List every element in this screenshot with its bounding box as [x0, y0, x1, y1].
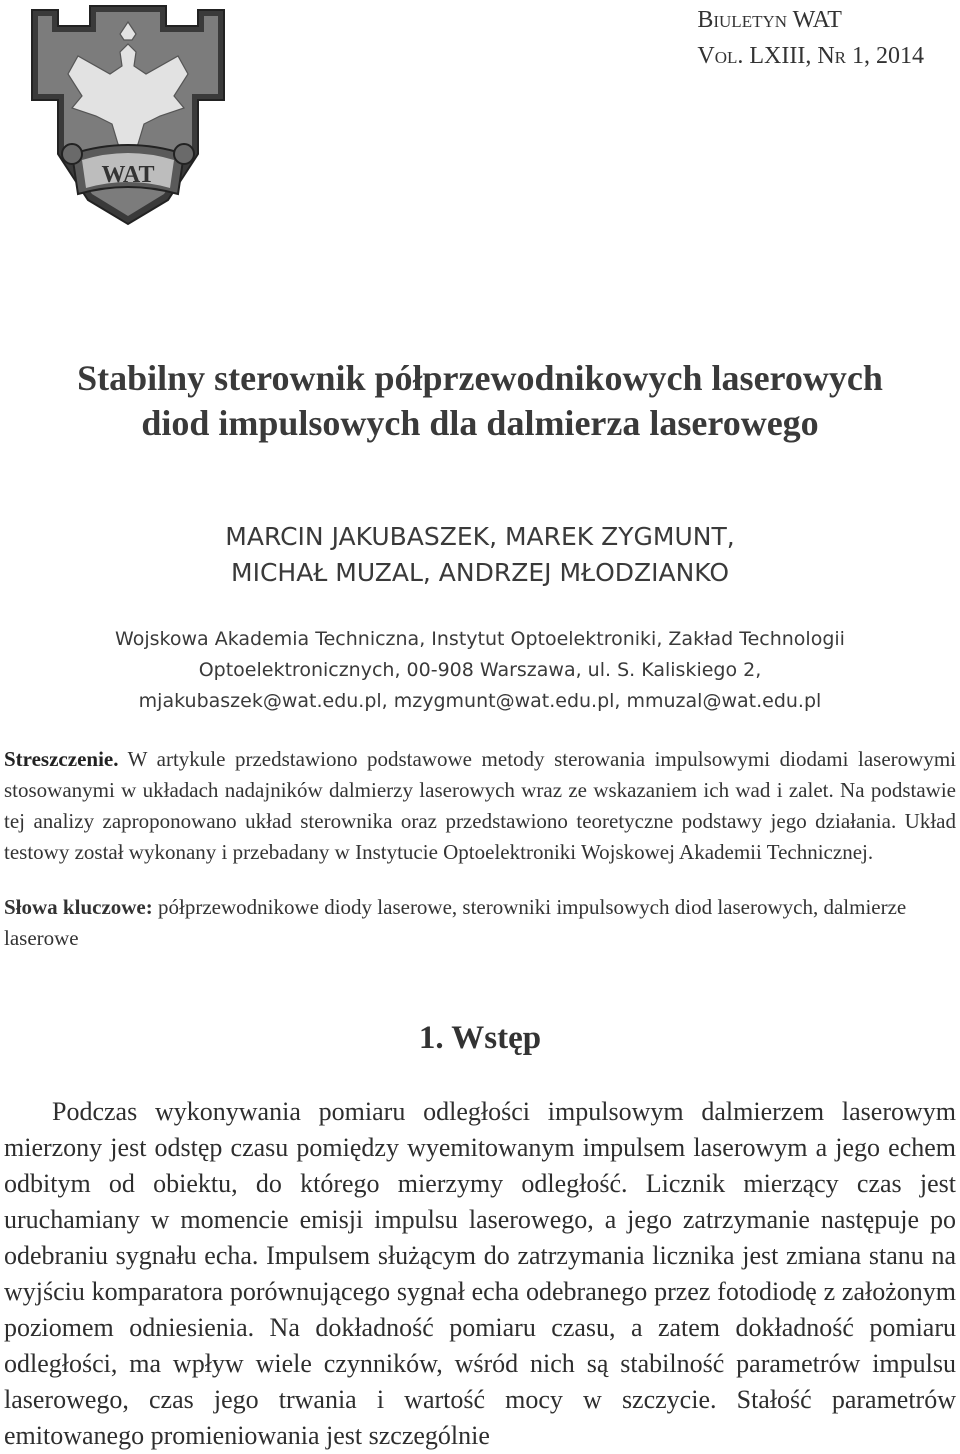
affiliation [0, 624, 960, 717]
journal-header [697, 2, 924, 74]
title-line-1: Stabilny sterownik półprzewodnikowych laserowych [77, 358, 883, 398]
affiliation-emails: mjakubaszek@wat.edu.pl, mzygmunt@wat.edu.pl, mmuzal@wat.edu.pl [138, 690, 822, 712]
abstract [4, 744, 956, 868]
authors [0, 519, 960, 591]
wat-eagle-logo [28, 4, 228, 226]
affiliation-line-1: Wojskowa Akademia Techniczna, Instytut Optoelektroniki, Zakład Technologii [115, 628, 845, 650]
title-line-2: diod impulsowych dla dalmierza laserowego [141, 403, 819, 443]
section-heading: 1. Wstęp [418, 1020, 542, 1056]
abstract-text: W artykule przedstawiono podstawowe metody sterowania impulsowymi diodami laserowymi stosowanymi w układach nadajników dalmierzy laserowych wraz ze wskazaniem ich wad i zalet. Na podstawie tej analizy zaproponowano układ sterownika oraz przedstawiono teoretyczne podstawy jego działania. Układ testowy został wykonany i przebadany w Instytucie Optoelektroniki Wojskowej Akademii Technicznej. [4, 747, 956, 864]
authors-line-2: MICHAŁ MUZAL, ANDRZEJ MŁODZIANKO [231, 558, 729, 587]
body-paragraph: Podczas wykonywania pomiaru odległości impulsowym dalmierzem laserowym mierzony jest odstęp czasu pomiędzy wyemitowanym impulsem laserowym a jego echem odbitym od obiektu, do którego mierzymy odległość. Licznik mierzący czas jest uruchamiany w momencie emisji impulsu laserowego, a jego zatrzymanie następuje po odebraniu sygnału echa. Impulsem służącym do zatrzymania licznika jest zmiana stanu na wyjściu komparatora porównującego sygnał echa odebranego przez fotodiodę z założonym poziomem odniesienia. Na dokładność pomiaru czasu, a zatem dokładność pomiaru odległości, ma wpływ wiele czynników, wśród nich są stabilność parametrów impulsu laserowego, czas jego trwania i wartość mocy w szczycie. Stałość parametrów emitowanego promieniowania jest szczególnie [4, 1097, 956, 1450]
keywords-label: Słowa kluczowe: [4, 895, 153, 919]
authors-line-1: MARCIN JAKUBASZEK, MAREK ZYGMUNT, [225, 522, 735, 551]
journal-volume: Vol. LXIII, Nr 1, 2014 [697, 43, 924, 69]
logo-text: WAT [101, 162, 155, 188]
article-title [0, 356, 960, 446]
keywords [4, 892, 956, 954]
affiliation-line-2: Optoelektronicznych, 00-908 Warszawa, ul. S. Kaliskiego 2, [198, 659, 762, 681]
abstract-label: Streszczenie. [4, 747, 119, 771]
keywords-text: półprzewodnikowe diody laserowe, sterowniki impulsowych diod laserowych, dalmierze laserowe [4, 895, 907, 950]
journal-name: Biuletyn WAT [697, 7, 842, 33]
